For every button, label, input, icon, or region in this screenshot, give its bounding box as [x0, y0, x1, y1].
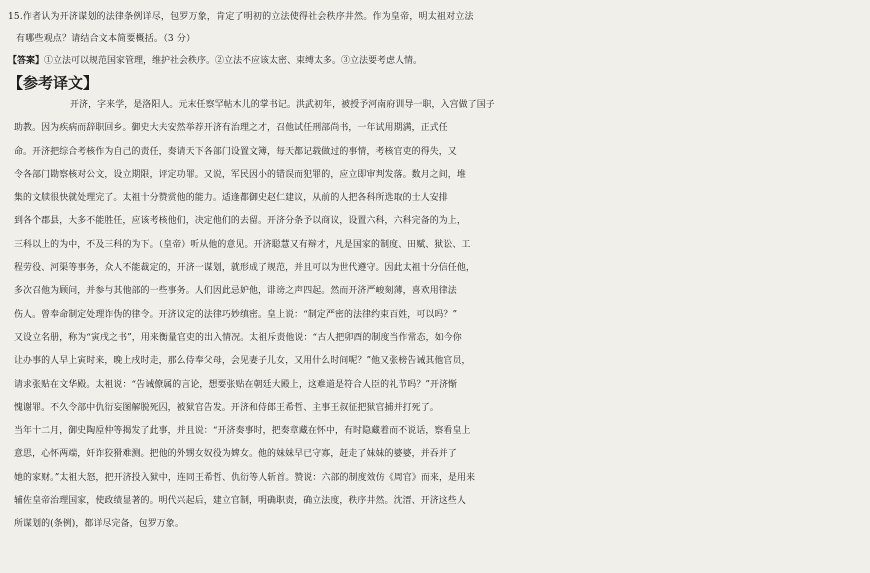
- translation-line: 请求张贴在文华殿。太祖说：“告诫僚属的言论，想要张贴在朝廷大殿上，这难道是符合人臣的礼节吗？”开济惭: [14, 379, 458, 390]
- translation-line: 命。开济把综合考核作为自己的责任，奏请天下各部门设置文簿，每天都记载做过的事情，考核官吏的得失，又: [14, 146, 457, 157]
- translation-line: 开济，字来学，是洛阳人。元末任察罕帖木儿的掌书记。洪武初年，被授予河南府训导一职，入宫做了国子: [70, 100, 495, 110]
- translation-line: 所谋划的(条例)，都详尽完备，包罗万象。: [14, 519, 184, 530]
- answer-text: ①立法可以规范国家管理，维护社会秩序。②立法不应该太密、束缚太多。③立法要考虑人情。: [44, 56, 423, 66]
- question-line-2: 有哪些观点？请结合文本简要概括。（3 分）: [16, 34, 196, 44]
- translation-line: 愧谢罪。不久令部中仇衍妄图解脱死囚，被狱官告发。开济和侍郎王希哲、主事王叔征把狱官捕并打死了。: [14, 402, 439, 413]
- translation-line: 当年十二月，御史陶垕仲等揭发了此事，并且说：“开济奏事时，把奏章藏在怀中，有时隐藏着而不说话，察看皇上: [14, 426, 471, 437]
- question-line-1: 15.作者认为开济谋划的法律条例详尽，包罗万象，肯定了明初的立法使得社会秩序井然。作为皇帝，明太祖对立法: [8, 12, 474, 22]
- translation-line: 助教。因为疾病而辞职回乡。御史大夫安然举荐开济有治理之才，召他试任刑部尚书，一年试用期满，正式任: [14, 123, 448, 134]
- translation-line: 她的家财。”太祖大怒，把开济投入狱中，连同王希哲、仇衍等人斩首。赞说：六部的制度效仿《周官》而来，是用来: [14, 472, 476, 483]
- translation-line: 集的文牍很快就处理完了。太祖十分赞赏他的能力。适逢都御史赵仁建议，从前的人把各科所选取的士人安排: [14, 193, 448, 204]
- answer-block: [8, 50, 860, 72]
- translation-line: 到各个郡县，大多不能胜任，应该考核他们，决定他们的去留。开济分条予以商议，设置六科，六科完备的为上，: [14, 216, 466, 227]
- translation-line: 又设立名册，称为“寅戌之书”，用来衡量官吏的出入情况。太祖斥责他说：“古人把卯酉的制度当作常态，如今你: [14, 332, 462, 343]
- translation-line: 让办事的人早上寅时来，晚上戌时走，那么侍奉父母，会见妻子儿女，又用什么时间呢？”他又张榜告诫其他官员，: [14, 356, 471, 367]
- translation-line: 意思，心怀两端，奸诈狡猾难测。把他的外甥女奴役为婢女。他的妹妹早已守寡，赶走了妹妹的婆婆，并吞并了: [14, 449, 457, 460]
- translation-line: 三科以上的为中，不及三科的为下。（皇帝）听从他的意见。开济聪慧又有辩才，凡是国家的制度、田赋、狱讼、工: [14, 239, 471, 250]
- translation-body: [8, 94, 860, 537]
- translation-line: 程劳役、河渠等事务，众人不能裁定的，开济一谋划，就形成了规范，并且可以为世代遵守。因此太祖十分信任他，: [14, 263, 475, 274]
- answer-label: 【答案】: [8, 56, 45, 66]
- translation-line: 多次召他为顾问，并参与其他部的一些事务。人们因此忌妒他，诽谤之声四起。然而开济严峻刻薄，喜欢用律法: [14, 286, 457, 297]
- translation-line: 伤人。曾奉命制定处理诈伪的律令。开济议定的法律巧妙缜密。皇上说：“制定严密的法律约束百姓，可以吗？”: [14, 309, 458, 320]
- translation-title: 【参考译文】: [8, 74, 99, 92]
- translation-line: 辅佐皇帝治理国家，使政绩显著的。明代兴起后，建立官制，明确职责，确立法度，秩序井然。沈溍、开济这些人: [14, 496, 466, 507]
- translation-line: 令各部门勘察核对公文，设立期限，评定功罪。又说，军民因小的错误而犯罪的，应立即审判发落。数月之间，堆: [14, 169, 466, 180]
